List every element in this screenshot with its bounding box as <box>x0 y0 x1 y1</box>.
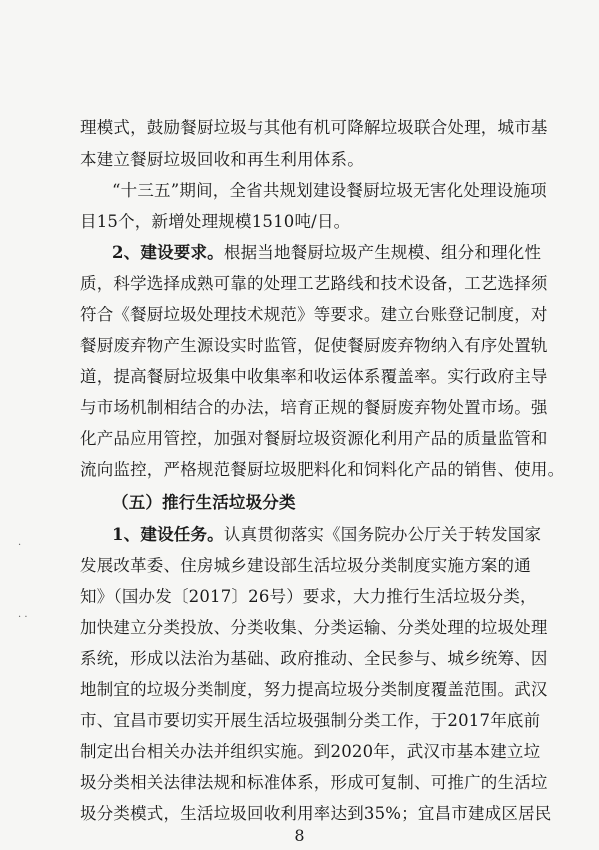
body-line: 理模式，鼓励餐厨垃圾与其他有机可降解垃圾联合处理，城市基 <box>80 118 548 137</box>
body-line: 发展改革委、住房城乡建设部生活垃圾分类制度实施方案的通 <box>80 556 531 575</box>
subsection-lead: 1、建设任务。 <box>112 525 224 544</box>
body-line: 圾分类模式，生活垃圾回收利用率达到35%；宜昌市建成区居民 <box>80 804 552 823</box>
body-line: “十三五”期间，全省共规划建设餐厨垃圾无害化处理设施项 <box>112 181 547 200</box>
page-number: 8 <box>294 826 305 845</box>
body-line <box>112 243 542 263</box>
body-line-text: 根据当地餐厨垃圾产生规模、组分和理化性 <box>223 243 542 262</box>
section-heading: （五）推行生活垃圾分类 <box>112 493 296 512</box>
body-line: 餐厨废弃物产生源设实时监管，促使餐厨废弃物纳入有序处置轨 <box>80 336 548 355</box>
body-line: 化产品应用管控，加强对餐厨垃圾资源化利用产品的质量监管和 <box>80 429 548 448</box>
body-line: 地制宜的垃圾分类制度，努力提高垃圾分类制度覆盖范围。武汉 <box>80 680 548 699</box>
body-line: 质，科学选择成熟可靠的处理工艺路线和技术设备，工艺选择须 <box>80 274 548 293</box>
margin-mark: · <box>18 540 22 551</box>
body-line <box>112 525 542 545</box>
body-line: 流向监控，严格规范餐厨垃圾肥料化和饲料化产品的销售、使用。 <box>80 460 565 479</box>
body-line: 知》（国办发〔2017〕26号）要求，大力推行生活垃圾分类， <box>80 587 537 606</box>
body-line: 本建立餐厨垃圾回收和再生利用体系。 <box>80 150 364 169</box>
body-line: 符合《餐厨垃圾处理技术规范》等要求。建立台账登记制度，对 <box>80 305 548 324</box>
body-line: 道，提高餐厨垃圾集中收集率和收运体系覆盖率。实行政府主导 <box>80 367 548 386</box>
body-line-text: 认真贯彻落实《国务院办公厅关于转发国家 <box>223 525 542 544</box>
margin-mark: · · <box>18 612 28 623</box>
body-line: 与市场机制相结合的办法，培育正规的餐厨废弃物处置市场。强 <box>80 398 548 417</box>
body-line: 制定出台相关办法并组织实施。到2020年，武汉市基本建立垃 <box>80 742 541 761</box>
body-line: 加快建立分类投放、分类收集、分类运输、分类处理的垃圾处理 <box>80 618 548 637</box>
body-line: 圾分类相关法律法规和标准体系，形成可复制、可推广的生活垃 <box>80 773 548 792</box>
body-line: 系统，形成以法治为基础、政府推动、全民参与、城乡统筹、因 <box>80 649 548 668</box>
subsection-lead: 2、建设要求。 <box>112 243 224 262</box>
body-line: 市、宜昌市要切实开展生活垃圾强制分类工作，于2017年底前 <box>80 711 541 730</box>
body-line: 目15个，新增处理规模1510吨/日。 <box>80 212 351 231</box>
